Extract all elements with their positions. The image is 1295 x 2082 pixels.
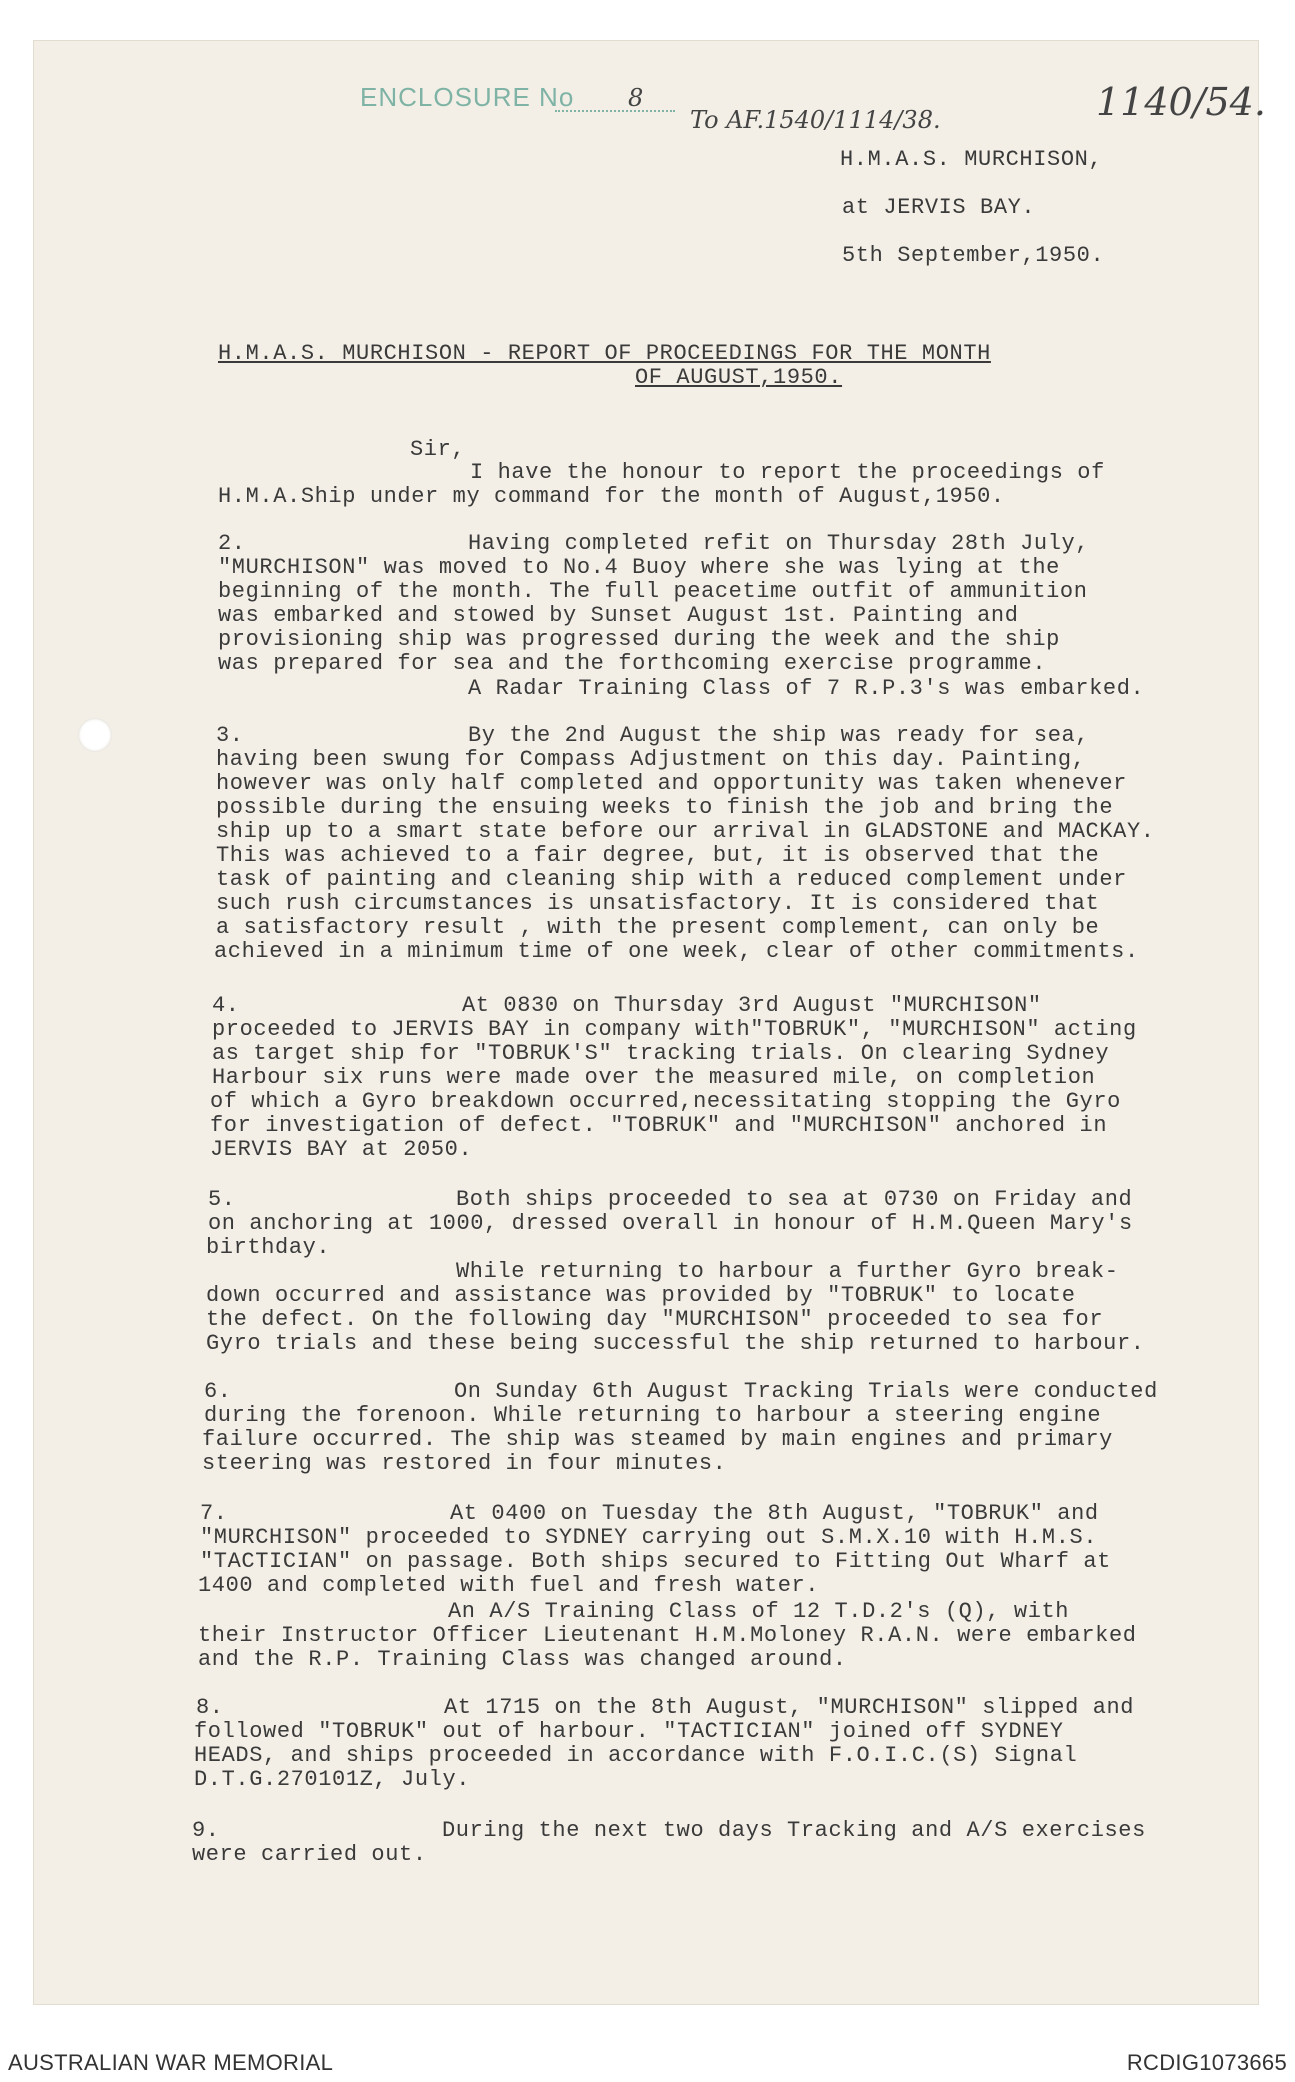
paragraph-line: At 0830 on Thursday 3rd August "MURCHISON" bbox=[462, 993, 1042, 1018]
enclosure-number: 8 bbox=[628, 84, 644, 112]
stamp-dotted-line bbox=[555, 110, 675, 112]
paragraph-line: steering was restored in four minutes. bbox=[202, 1451, 727, 1476]
header-date: 5th September,1950. bbox=[842, 243, 1105, 268]
paragraph-line: This was achieved to a fair degree, but, it is observed that the bbox=[216, 843, 1100, 868]
paragraph-line: D.T.G.270101Z, July. bbox=[194, 1767, 471, 1792]
header-location: at JERVIS BAY. bbox=[842, 195, 1036, 220]
paragraph-number: 7. bbox=[200, 1501, 228, 1526]
paragraph-number: 4. bbox=[212, 993, 240, 1018]
paragraph-line: for investigation of defect. "TOBRUK" and "MURCHISON" anchored in bbox=[210, 1113, 1108, 1138]
paragraph-line: ship up to a smart state before our arrival in GLADSTONE and MACKAY. bbox=[216, 819, 1155, 844]
paragraph-line: beginning of the month. The full peacetime outfit of ammunition bbox=[218, 579, 1088, 604]
punch-hole bbox=[78, 718, 112, 752]
paragraph-line: "TACTICIAN" on passage. Both ships secured to Fitting Out Wharf at bbox=[200, 1549, 1111, 1574]
paragraph-line: was prepared for sea and the forthcoming exercise programme. bbox=[218, 651, 1047, 676]
paragraph-line: on anchoring at 1000, dressed overall in honour of H.M.Queen Mary's bbox=[208, 1211, 1133, 1236]
paragraph-line: a satisfactory result , with the present complement, can only be bbox=[216, 915, 1100, 940]
handwritten-file-number: 1140/54. bbox=[1096, 80, 1266, 124]
salutation: Sir, bbox=[410, 437, 466, 462]
paragraph-line: such rush circumstances is unsatisfactory. It is considered that bbox=[216, 891, 1100, 916]
paragraph-line: and the R.P. Training Class was changed around. bbox=[198, 1647, 847, 1672]
paragraph-line: possible during the ensuing weeks to finish the job and bring the bbox=[216, 795, 1114, 820]
paragraph-line: the defect. On the following day "MURCHISON" proceeded to sea for bbox=[206, 1307, 1104, 1332]
paragraph-line: 1400 and completed with fuel and fresh water. bbox=[198, 1573, 820, 1598]
paragraph-line: On Sunday 6th August Tracking Trials were conducted bbox=[454, 1379, 1158, 1404]
paragraph-line: During the next two days Tracking and A/S exercises bbox=[442, 1818, 1146, 1843]
paragraph-line: proceeded to JERVIS BAY in company with"TOBRUK", "MURCHISON" acting bbox=[212, 1017, 1137, 1042]
paragraph-number: 9. bbox=[192, 1818, 220, 1843]
paragraph-line: followed "TOBRUK" out of harbour. "TACTICIAN" joined off SYDNEY bbox=[194, 1719, 1064, 1744]
paragraph-line: having been swung for Compass Adjustment on this day. Painting, bbox=[216, 747, 1086, 772]
paragraph-line: "MURCHISON" was moved to No.4 Buoy where she was lying at the bbox=[218, 555, 1060, 580]
paragraph-line: however was only half completed and opportunity was taken whenever bbox=[216, 771, 1127, 796]
paragraph-line: provisioning ship was progressed during the week and the ship bbox=[218, 627, 1060, 652]
paragraph-line: achieved in a minimum time of one week, clear of other commitments. bbox=[214, 939, 1139, 964]
paragraph-line: A Radar Training Class of 7 R.P.3's was embarked. bbox=[468, 676, 1145, 701]
paragraph-line: as target ship for "TOBRUK'S" tracking trials. On clearing Sydney bbox=[212, 1041, 1110, 1066]
report-title-line-2: OF AUGUST,1950. bbox=[635, 365, 843, 390]
footer-record-id: RCDIG1073665 bbox=[1126, 2050, 1287, 2075]
paragraph-number: 8. bbox=[196, 1695, 224, 1720]
report-title-line-1: H.M.A.S. MURCHISON - REPORT OF PROCEEDINGS FOR THE MONTH bbox=[218, 341, 991, 366]
paragraph-line: down occurred and assistance was provided by "TOBRUK" to locate bbox=[206, 1283, 1076, 1308]
paragraph-line: While returning to harbour a further Gyro break- bbox=[456, 1259, 1119, 1284]
paragraph-line: of which a Gyro breakdown occurred,necessitating stopping the Gyro bbox=[210, 1089, 1121, 1114]
handwritten-reference: To AF.1540/1114/38. bbox=[690, 106, 941, 134]
paragraph-line: At 1715 on the 8th August, "MURCHISON" slipped and bbox=[444, 1695, 1135, 1720]
paragraph-line: was embarked and stowed by Sunset August 1st. Painting and bbox=[218, 603, 1019, 628]
paragraph-line: By the 2nd August the ship was ready for sea, bbox=[468, 723, 1090, 748]
paragraph-line: Gyro trials and these being successful the ship returned to harbour. bbox=[206, 1331, 1145, 1356]
paragraph-line: Having completed refit on Thursday 28th July, bbox=[468, 531, 1090, 556]
paragraph-number: 3. bbox=[216, 723, 244, 748]
paragraph-line: Both ships proceeded to sea at 0730 on Friday and bbox=[456, 1187, 1133, 1212]
paragraph-number: 5. bbox=[208, 1187, 236, 1212]
paragraph-line: At 0400 on Tuesday the 8th August, "TOBRUK" and bbox=[450, 1501, 1099, 1526]
paragraph-line: task of painting and cleaning ship with a reduced complement under bbox=[216, 867, 1127, 892]
enclosure-stamp: ENCLOSURE No bbox=[360, 82, 575, 112]
paragraph-line: failure occurred. The ship was steamed by main engines and primary bbox=[202, 1427, 1113, 1452]
paragraph-line: HEADS, and ships proceeded in accordance with F.O.I.C.(S) Signal bbox=[194, 1743, 1078, 1768]
paragraph-line: Harbour six runs were made over the measured mile, on completion bbox=[212, 1065, 1096, 1090]
paragraph-line: H.M.A.Ship under my command for the month of August,1950. bbox=[218, 484, 1005, 509]
paragraph-line: their Instructor Officer Lieutenant H.M.Moloney R.A.N. were embarked bbox=[198, 1623, 1137, 1648]
paragraph-line: birthday. bbox=[206, 1235, 331, 1260]
paragraph-line: An A/S Training Class of 12 T.D.2's (Q), with bbox=[448, 1599, 1070, 1624]
header-ship: H.M.A.S. MURCHISON, bbox=[840, 147, 1103, 172]
paragraph-line: were carried out. bbox=[192, 1842, 427, 1867]
paragraph-line: I have the honour to report the proceedings of bbox=[470, 460, 1105, 485]
footer-archive-name: AUSTRALIAN WAR MEMORIAL bbox=[8, 2050, 334, 2075]
paragraph-number: 6. bbox=[204, 1379, 232, 1404]
paragraph-line: JERVIS BAY at 2050. bbox=[210, 1137, 473, 1162]
paragraph-number: 2. bbox=[218, 531, 246, 556]
paragraph-line: during the forenoon. While returning to harbour a steering engine bbox=[204, 1403, 1102, 1428]
paragraph-line: "MURCHISON" proceeded to SYDNEY carrying out S.M.X.10 with H.M.S. bbox=[200, 1525, 1098, 1550]
